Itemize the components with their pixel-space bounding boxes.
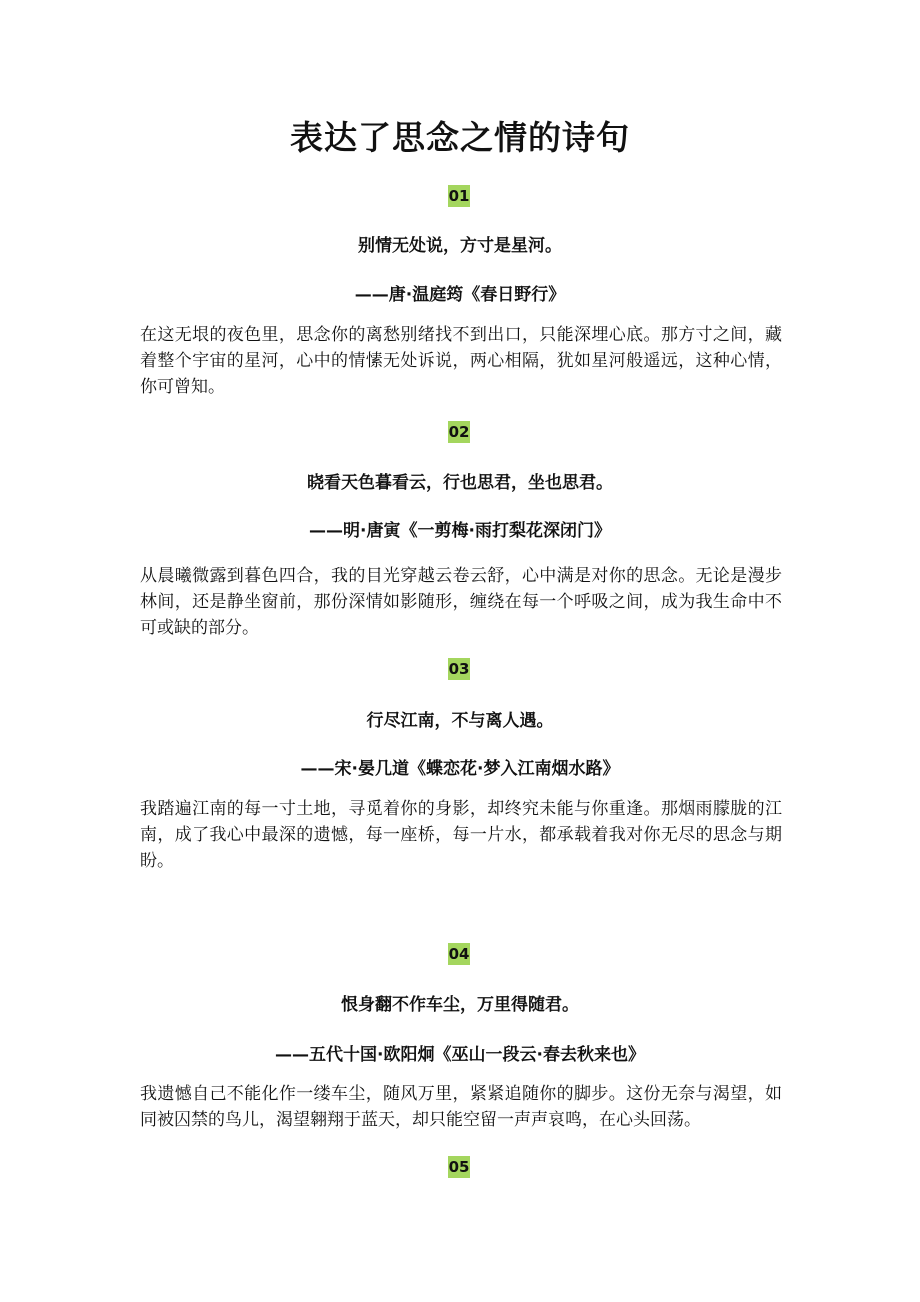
attribution-line: ——明·唐寅《一剪梅·雨打梨花深闭门》 <box>309 521 611 541</box>
commentary-paragraph: 我踏遍江南的每一寸土地，寻觅着你的身影，却终究未能与你重逢。那烟雨朦胧的江南，成了我心中最深的遗憾，每一座桥，每一片水，都承载着我对你无尽的思念与期盼。 <box>140 799 782 871</box>
verse-line: 别情无处说，方寸是星河。 <box>358 236 562 256</box>
commentary-paragraph: 我遗憾自己不能化作一缕车尘，随风万里，紧紧追随你的脚步。这份无奈与渴望，如同被囚禁的鸟儿，渴望翱翔于蓝天，却只能空留一声声哀鸣，在心头回荡。 <box>140 1084 782 1130</box>
section-number-badge: 04 <box>448 945 470 963</box>
verse-line: 行尽江南，不与离人遇。 <box>366 711 554 731</box>
attribution-line: ——唐·温庭筠《春日野行》 <box>354 285 566 305</box>
section-number-badge: 03 <box>448 660 470 678</box>
commentary-paragraph: 从晨曦微露到暮色四合，我的目光穿越云卷云舒，心中满是对你的思念。无论是漫步林间，还是静坐窗前，那份深情如影随形，缠绕在每一个呼吸之间，成为我生命中不可或缺的部分。 <box>140 566 782 638</box>
verse-line: 晓看天色暮看云，行也思君，坐也思君。 <box>307 473 613 493</box>
page-title: 表达了思念之情的诗句 <box>290 118 630 157</box>
section-number-badge: 02 <box>448 423 470 441</box>
section-number-badge: 01 <box>448 187 470 205</box>
commentary-paragraph: 在这无垠的夜色里，思念你的离愁别绪找不到出口，只能深埋心底。那方寸之间，藏着整个宇宙的星河，心中的情愫无处诉说，两心相隔，犹如星河般遥远，这种心情，你可曾知。 <box>140 325 782 397</box>
verse-line: 恨身翻不作车尘，万里得随君。 <box>341 995 579 1015</box>
section-number-badge: 05 <box>448 1158 470 1176</box>
attribution-line: ——宋·晏几道《蝶恋花·梦入江南烟水路》 <box>300 759 620 779</box>
attribution-line: ——五代十国·欧阳炯《巫山一段云·春去秋来也》 <box>275 1045 645 1065</box>
